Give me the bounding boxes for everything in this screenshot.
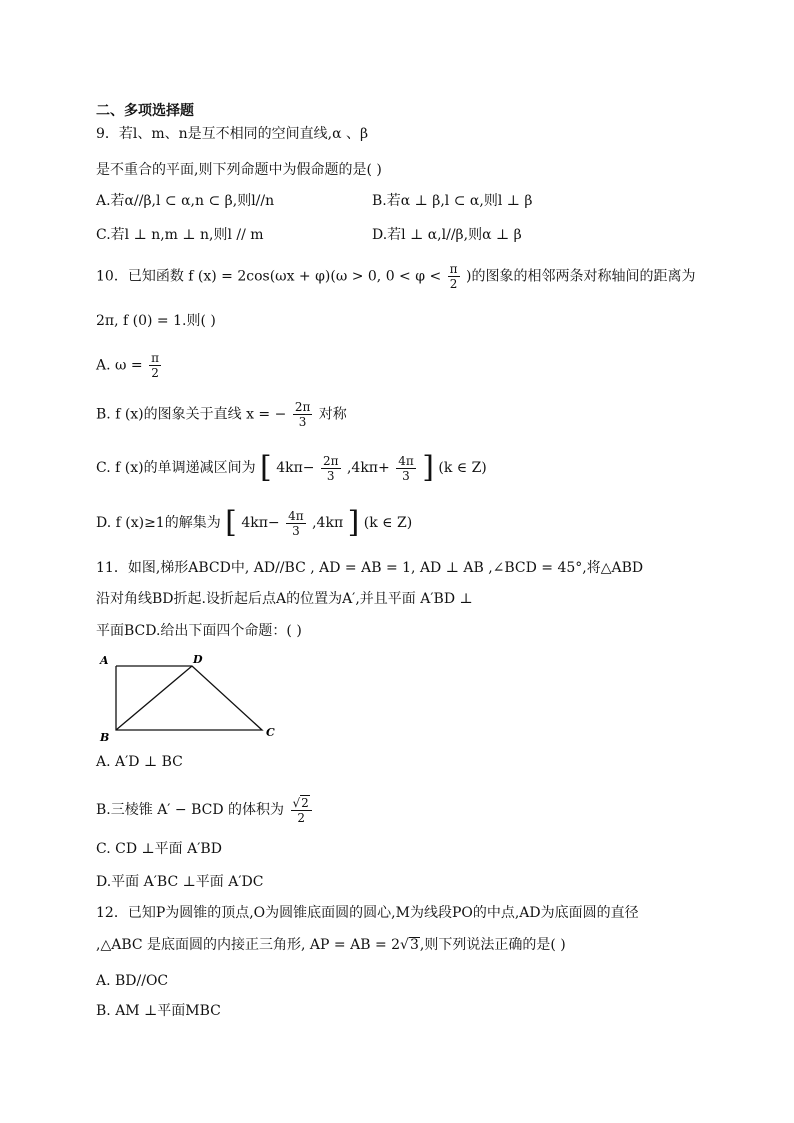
q10-option-a-text: A. ω = xyxy=(96,357,143,374)
q11-option-c: C. CD ⊥平面 A′BD xyxy=(96,841,222,857)
q10-stem-text-a: 10．已知函数 f (x) = 2cos(ωx + φ)(ω > 0, 0 < φ < xyxy=(96,268,442,285)
label-b: B xyxy=(100,731,110,744)
q10-option-b xyxy=(96,400,347,429)
q10-option-b-text: B. f (x)的图象关于直线 x = − xyxy=(96,406,287,423)
q12-option-a: A. BD//OC xyxy=(96,973,169,989)
q10-option-b-fraction xyxy=(293,400,313,429)
right-bracket: ] xyxy=(422,450,434,485)
label-d: D xyxy=(193,653,203,666)
q9-option-c: C.若l ⊥ n,m ⊥ n,则l // m xyxy=(96,227,264,243)
trapezoid-outline xyxy=(116,666,262,730)
q10-option-c-text: C. f (x)的单调递减区间为 xyxy=(96,460,256,476)
q10-option-c-num1: 2π xyxy=(322,453,339,468)
q10-option-c-b: ,4kπ+ xyxy=(346,460,390,476)
q10-stem-fraction xyxy=(448,262,460,291)
q11-stem-line2: 沿对角线BD折起.设折起后点A的位置为A′,并且平面 A′BD ⊥ xyxy=(96,591,473,607)
q10-option-c xyxy=(96,450,487,485)
q9-stem-line1: 9．若l、m、n是互不相同的空间直线,α 、β xyxy=(96,126,369,142)
q10-option-d-fraction xyxy=(286,509,306,538)
q12-stem-line2-a: ,△ABC 是底面圆的内接正三角形, AP = AB = 2 xyxy=(96,937,401,953)
q10-option-b-post: 对称 xyxy=(318,406,347,423)
q10-stem-line1 xyxy=(96,262,695,291)
q11-option-a: A. A′D ⊥ BC xyxy=(96,754,183,770)
q11-option-b-radicand: 2 xyxy=(301,796,309,810)
diagonal-bd xyxy=(116,666,192,730)
q10-option-c-post: (k ∈ Z) xyxy=(438,460,487,476)
q10-option-d-post: (k ∈ Z) xyxy=(363,515,413,531)
q10-option-b-num: 2π xyxy=(294,400,311,414)
q11-stem-line3: 平面BCD.给出下面四个命题：( ) xyxy=(96,623,302,639)
q11-stem-line1: 11．如图,梯形ABCD中, AD//BC , AD = AB = 1, AD ⊥ AB ,∠BCD = 45°,将△ABD xyxy=(96,560,644,576)
q10-option-a xyxy=(96,351,163,380)
label-c: C xyxy=(266,726,275,739)
q11-option-b-fraction xyxy=(291,795,312,825)
q12-stem-line2 xyxy=(96,935,566,955)
sqrt-symbol: √ xyxy=(400,937,409,953)
q10-option-c-a: 4kπ− xyxy=(276,460,315,476)
q12-stem-line2-b: ,则下列说法正确的是( ) xyxy=(419,937,566,953)
left-bracket: [ xyxy=(260,450,272,485)
q10-option-d-text: D. f (x)≥1的解集为 xyxy=(96,515,221,531)
label-a: A xyxy=(100,654,109,667)
q11-option-b-den: 2 xyxy=(297,811,305,825)
q10-option-d-den: 3 xyxy=(292,523,300,538)
q11-option-b xyxy=(96,795,314,825)
q10-option-c-den1: 3 xyxy=(326,468,335,483)
q11-option-b-text: B.三棱锥 A′ − BCD 的体积为 xyxy=(96,802,285,818)
q10-stem-text-b: )的图象的相邻两条对称轴间的距离为 xyxy=(466,268,696,285)
q10-stem-fraction-den: 2 xyxy=(449,277,458,291)
q12-option-b: B. AM ⊥平面MBC xyxy=(96,1003,221,1019)
q9-option-b: B.若α ⊥ β,l ⊂ α,则l ⊥ β xyxy=(372,193,533,209)
q10-option-d-a: 4kπ− xyxy=(241,515,280,531)
q10-option-c-den2: 3 xyxy=(402,468,410,483)
q10-option-a-num: π xyxy=(151,351,159,365)
q10-option-c-num2: 4π xyxy=(398,453,414,468)
q9-option-a: A.若α//β,l ⊂ α,n ⊂ β,则l//n xyxy=(96,193,275,209)
q12-stem-radicand: 3 xyxy=(409,937,419,953)
q10-option-d-num: 4π xyxy=(288,508,304,523)
q9-stem-line2: 是不重合的平面,则下列命题中为假命题的是( ) xyxy=(96,162,382,178)
q10-option-b-den: 3 xyxy=(298,415,307,429)
q10-stem-fraction-num: π xyxy=(449,262,458,276)
q9-option-d: D.若l ⊥ α,l//β,则α ⊥ β xyxy=(372,227,522,243)
left-bracket: [ xyxy=(225,505,237,540)
q12-stem-line1: 12．已知P为圆锥的顶点,O为圆锥底面圆的圆心,M为线段PO的中点,AD为底面圆的直径 xyxy=(96,905,639,921)
q10-option-d xyxy=(96,505,413,540)
q11-option-d: D.平面 A′BC ⊥平面 A′DC xyxy=(96,874,264,890)
trapezoid-figure xyxy=(96,648,286,744)
q10-option-c-fraction1 xyxy=(321,454,341,483)
q10-stem-line2: 2π, f (0) = 1.则( ) xyxy=(96,313,216,329)
section-title: 二、多项选择题 xyxy=(96,103,194,119)
q10-option-c-fraction2 xyxy=(396,454,416,483)
q10-option-a-den: 2 xyxy=(151,366,159,380)
q11-option-b-num: √2 xyxy=(291,795,312,811)
right-bracket: ] xyxy=(347,505,360,540)
q10-option-a-fraction xyxy=(149,351,161,380)
q10-option-d-b: ,4kπ xyxy=(312,515,344,531)
